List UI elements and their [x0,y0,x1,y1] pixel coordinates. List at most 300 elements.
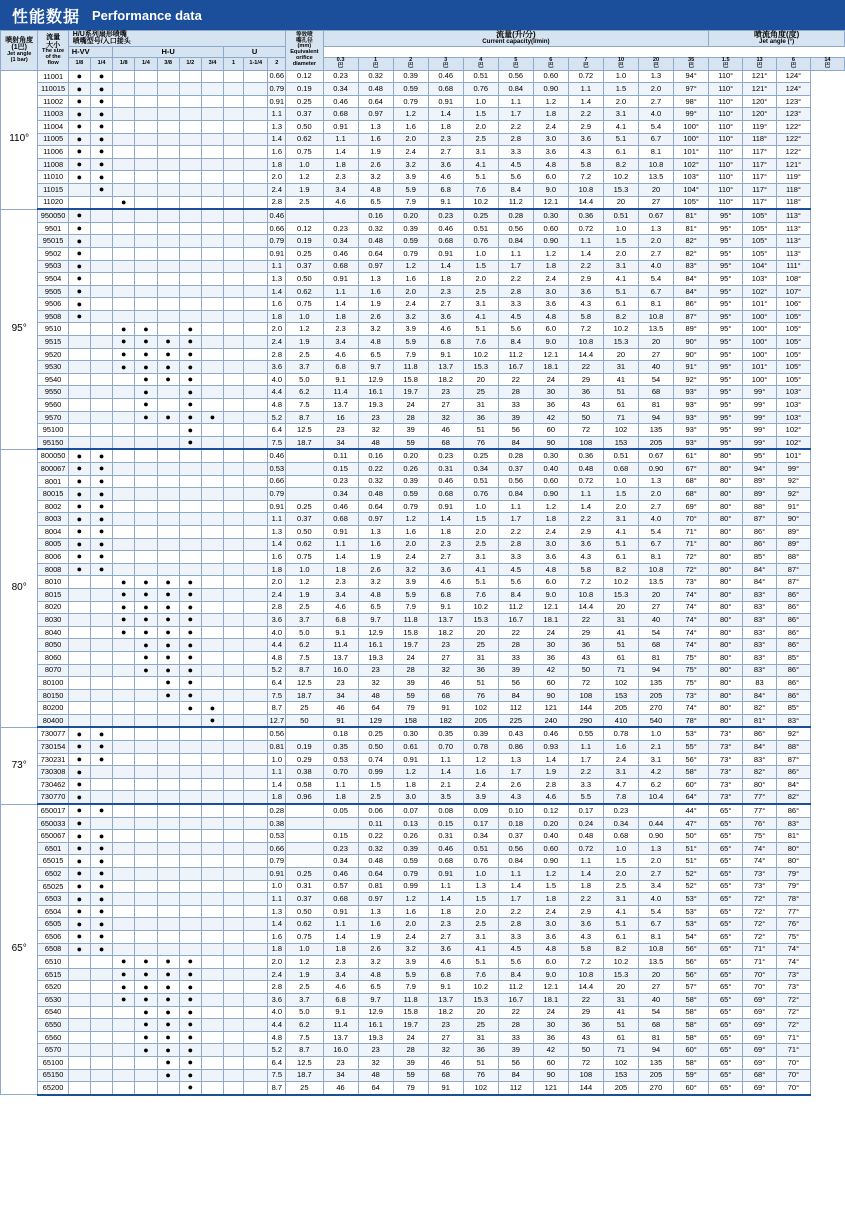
connection-mark-empty [243,741,268,754]
capacity-cell: 48 [358,689,393,702]
capacity-cell: 0.84 [498,235,533,248]
connection-mark-empty [243,488,268,501]
jet-angle-value-cell: 65° [709,943,743,956]
connection-mark-dot: ● [68,70,90,83]
capacity-cell: 1.8 [323,158,358,171]
connection-mark-empty [201,804,223,817]
jet-angle-value-cell: 83° [743,626,777,639]
capacity-cell: 1.0 [286,310,323,323]
jet-angle-value-cell: 86° [777,766,811,779]
jet-angle-value-cell: 74° [674,702,709,715]
connection-mark-dot: ● [157,1019,179,1032]
connection-mark-dot: ● [90,918,112,931]
connection-mark-empty [224,981,244,994]
sub-u-3: 2 [268,57,286,70]
jet-angle-value-cell: 65° [709,830,743,843]
table-row [1,753,845,766]
jet-angle-value-cell: 83° [777,817,811,830]
jet-angle-value-cell: 53° [674,727,709,740]
connection-mark-empty [113,95,135,108]
capacity-cell: 135 [638,1056,673,1069]
capacity-cell: 40 [638,993,673,1006]
capacity-cell: 16.1 [358,386,393,399]
capacity-cell: 7.5 [286,651,323,664]
capacity-cell: 1.3 [638,70,673,83]
jet-angle-value-cell: 81° [777,830,811,843]
connection-mark-empty [113,235,135,248]
table-row [1,766,845,779]
jet-angle-value-cell: 80° [709,449,743,462]
jet-angle-value-cell: 80° [709,463,743,476]
connection-mark-empty [201,285,223,298]
equivalent-orifice-cell: 0.91 [268,868,286,881]
page-header [0,0,845,30]
equivalent-orifice-cell: 1.1 [268,260,286,273]
table-row [1,804,845,817]
jet-angle-value-cell: 65° [709,981,743,994]
connection-mark-empty [135,702,157,715]
nozzle-model-cell: 8060 [38,651,68,664]
connection-mark-empty [224,714,244,727]
capacity-cell: 29 [568,373,603,386]
capacity-cell: 30 [533,386,568,399]
connection-mark-empty [157,70,179,83]
connection-mark-dot: ● [201,714,223,727]
capacity-cell: 6.8 [323,993,358,1006]
capacity-cell: 0.50 [358,741,393,754]
connection-mark-empty [243,804,268,817]
table-head [1,31,845,71]
capacity-cell: 23 [323,1056,358,1069]
table-row [1,830,845,843]
size-en2: of the [45,53,61,60]
capacity-cell: 34 [323,1069,358,1082]
capacity-cell: 0.91 [323,273,358,286]
connection-mark-dot: ● [179,323,201,336]
connection-mark-empty [157,475,179,488]
connection-mark-dot: ● [157,1056,179,1069]
connection-mark-dot: ● [179,399,201,412]
nozzle-model-cell: 8004 [38,525,68,538]
capacity-cell: 13.5 [638,576,673,589]
capacity-cell: 36 [533,1031,568,1044]
nozzle-model-cell: 80150 [38,689,68,702]
connection-mark-empty [224,235,244,248]
capacity-cell: 42 [533,664,568,677]
capacity-cell: 0.91 [323,120,358,133]
capacity-cell: 1.0 [463,868,498,881]
jet-angle-value-cell: 124° [777,83,811,96]
capacity-cell: 8.2 [603,943,638,956]
connection-mark-empty [224,411,244,424]
capacity-cell: 5.6 [498,323,533,336]
capacity-cell: 2.0 [603,500,638,513]
capacity-cell: 1.8 [323,943,358,956]
connection-mark-empty [243,70,268,83]
capacity-cell: 205 [463,714,498,727]
connection-mark-dot: ● [135,614,157,627]
capacity-cell: 27 [428,1031,463,1044]
capacity-cell: 4.1 [463,943,498,956]
equivalent-orifice-cell: 0.91 [268,95,286,108]
capacity-cell: 5.8 [568,563,603,576]
capacity-cell: 5.0 [286,626,323,639]
capacity-cell: 182 [428,714,463,727]
connection-mark-dot: ● [68,830,90,843]
connection-mark-empty [201,373,223,386]
connection-mark-dot: ● [68,285,90,298]
capacity-cell: 2.0 [603,247,638,260]
connection-mark-empty [179,551,201,564]
capacity-cell: 10.8 [638,563,673,576]
capacity-cell: 4.8 [358,336,393,349]
connection-mark-empty [113,1044,135,1057]
connection-mark-empty [113,310,135,323]
jet-angle-value-cell: 100° [743,373,777,386]
capacity-cell: 1.7 [498,513,533,526]
capacity-cell: 46 [323,1082,358,1095]
capacity-cell: 11.2 [498,196,533,209]
capacity-cell: 28 [498,1019,533,1032]
connection-mark-dot: ● [68,171,90,184]
capacity-cell: 51 [603,1019,638,1032]
connection-mark-empty [90,588,112,601]
jet-angle-value-cell: 95° [709,348,743,361]
capacity-cell: 2.4 [463,778,498,791]
connection-mark-empty [179,905,201,918]
jet-angle-value-cell: 74° [674,614,709,627]
capacity-cell: 0.23 [603,804,638,817]
connection-mark-empty [224,893,244,906]
nozzle-model-cell: 6502 [38,868,68,881]
connection-mark-empty [113,563,135,576]
connection-mark-empty [179,222,201,235]
connection-mark-dot: ● [90,727,112,740]
capacity-cell: 19.7 [393,639,428,652]
connection-mark-empty [201,475,223,488]
capacity-cell: 6.1 [603,551,638,564]
capacity-cell: 7.5 [286,399,323,412]
connection-mark-empty [224,525,244,538]
connection-mark-dot: ● [135,1019,157,1032]
jet-angle-value-cell: 95° [709,399,743,412]
connection-mark-empty [201,171,223,184]
connection-mark-empty [224,196,244,209]
connection-mark-empty [135,235,157,248]
equivalent-orifice-cell: 2.4 [268,336,286,349]
equivalent-orifice-cell: 1.4 [268,918,286,931]
capacity-cell: 0.28 [498,209,533,222]
capacity-cell: 0.18 [323,727,358,740]
capacity-cell: 2.0 [638,855,673,868]
jet-angle-value-cell: 65° [709,880,743,893]
connection-mark-empty [224,488,244,501]
jet-angle-value-cell: 69° [674,500,709,513]
capacity-cell: 153 [603,436,638,449]
table-row [1,741,845,754]
connection-mark-empty [68,981,90,994]
capacity-cell: 0.25 [286,247,323,260]
connection-mark-empty [90,778,112,791]
capacity-cell: 91 [428,1082,463,1095]
table-row [1,513,845,526]
capacity-cell: 27 [638,196,673,209]
jet-angle-value-cell: 80° [709,488,743,501]
connection-mark-dot: ● [135,336,157,349]
capacity-cell: 68 [638,386,673,399]
connection-mark-empty [90,817,112,830]
capacity-cell: 36 [463,1044,498,1057]
capacity-cell: 20 [463,373,498,386]
jet-angle-cn2: (1巴) [11,44,27,52]
capacity-cell: 2.2 [568,766,603,779]
capacity-cell: 2.9 [568,273,603,286]
connection-mark-dot: ● [135,576,157,589]
jet-angle-value-cell: 118° [777,196,811,209]
equivalent-orifice-cell: 4.8 [268,651,286,664]
jet-angle-value-cell: 73° [674,689,709,702]
capacity-cell: 2.6 [358,310,393,323]
connection-mark-empty [179,196,201,209]
connection-mark-empty [113,373,135,386]
connection-mark-empty [68,323,90,336]
capacity-cell: 11.8 [393,614,428,627]
connection-mark-empty [157,500,179,513]
connection-mark-empty [68,664,90,677]
connection-mark-empty [135,880,157,893]
capacity-cell: 3.5 [428,791,463,804]
capacity-cell: 28 [393,411,428,424]
capacity-cell: 33 [498,651,533,664]
connection-mark-empty [179,209,201,222]
equivalent-orifice-cell: 3.6 [268,614,286,627]
capacity-cell: 1.6 [358,538,393,551]
connection-mark-empty [157,83,179,96]
connection-mark-empty [243,424,268,437]
connection-mark-empty [113,1056,135,1069]
connection-mark-empty [113,702,135,715]
connection-mark-empty [179,513,201,526]
nozzle-model-cell: 65150 [38,1069,68,1082]
jet-angle-value-cell: 81° [674,222,709,235]
capacity-cell: 9.0 [533,588,568,601]
jet-angle-value-cell: 71° [743,956,777,969]
nozzle-model-cell: 9520 [38,348,68,361]
capacity-cell: 1.5 [358,778,393,791]
connection-mark-empty [243,753,268,766]
capacity-cell: 5.1 [603,918,638,931]
capacity-cell: 2.6 [498,778,533,791]
jet-angle-value-cell: 95° [709,424,743,437]
capacity-cell: 15.3 [463,993,498,1006]
equivalent-orifice-cell: 2.8 [268,348,286,361]
connection-mark-empty [179,310,201,323]
nozzle-model-cell: 8008 [38,563,68,576]
connection-mark-dot: ● [201,411,223,424]
capacity-cell: 31 [463,651,498,664]
capacity-cell: 0.64 [358,247,393,260]
jet-angle-value-cell: 108° [777,273,811,286]
capacity-cell: 18.1 [533,361,568,374]
jet-angle-value-cell: 90° [777,513,811,526]
capacity-cell: 18.7 [286,1069,323,1082]
capacity-cell: 1.4 [533,753,568,766]
jet-angle-value-cell: 99° [743,436,777,449]
connection-mark-empty [68,588,90,601]
connection-mark-dot: ● [135,373,157,386]
connection-mark-dot: ● [179,956,201,969]
connection-mark-empty [90,1082,112,1095]
capacity-cell: 36 [568,386,603,399]
capacity-cell: 22 [498,1006,533,1019]
nozzle-model-cell: 9505 [38,285,68,298]
jet-angle-value-cell: 73° [709,791,743,804]
capacity-cell: 9.0 [533,183,568,196]
connection-mark-empty [224,551,244,564]
capacity-cell: 76 [463,689,498,702]
capacity-cell: 36 [463,411,498,424]
connection-mark-empty [201,993,223,1006]
capacity-cell: 0.68 [428,83,463,96]
connection-mark-empty [224,766,244,779]
connection-mark-dot: ● [113,626,135,639]
capacity-cell: 0.48 [358,488,393,501]
connection-mark-dot: ● [68,488,90,501]
capacity-cell: 2.2 [498,120,533,133]
jet-angle-value-cell: 71° [674,538,709,551]
jet-angle-value-cell: 93° [674,399,709,412]
capacity-cell: 43 [568,1031,603,1044]
jet-angle-value-cell: 105° [777,373,811,386]
capacity-cell: 1.5 [463,260,498,273]
connection-mark-empty [135,677,157,690]
connection-mark-empty [113,386,135,399]
jet-angle-value-cell: 105° [777,336,811,349]
sub-u-2: 1-1/4 [243,57,268,70]
connection-mark-dot: ● [135,981,157,994]
connection-mark-empty [135,133,157,146]
connection-mark-empty [157,918,179,931]
capacity-cell: 0.39 [393,222,428,235]
nozzle-model-cell: 80015 [38,488,68,501]
table-row [1,361,845,374]
capacity-cell: 4.6 [323,981,358,994]
capacity-cell: 90 [533,689,568,702]
capacity-cell: 1.1 [323,778,358,791]
connection-mark-dot: ● [68,209,90,222]
jet-angle-value-cell: 87° [743,513,777,526]
capacity-cell: 1.4 [568,247,603,260]
jet-angle-value-cell: 65° [709,1082,743,1095]
capacity-cell [286,804,323,817]
connection-mark-empty [224,817,244,830]
table-row [1,993,845,1006]
connection-mark-empty [90,651,112,664]
equivalent-orifice-cell: 4.0 [268,373,286,386]
jet-angle-value-cell: 70° [743,968,777,981]
capacity-cell: 32 [358,1056,393,1069]
capacity-cell: 1.2 [463,753,498,766]
connection-mark-empty [243,348,268,361]
connection-mark-empty [224,449,244,462]
capacity-cell: 1.8 [393,778,428,791]
connection-mark-empty [243,702,268,715]
nozzle-model-cell: 11001 [38,70,68,83]
connection-mark-empty [157,842,179,855]
connection-mark-empty [224,727,244,740]
capacity-cell: 18.1 [533,993,568,1006]
jet-angle-value-cell: 65° [709,930,743,943]
connection-mark-empty [157,146,179,159]
jet-angle-value-cell: 105° [743,235,777,248]
connection-mark-dot: ● [157,373,179,386]
capacity-cell: 4.1 [603,273,638,286]
capacity-cell: 1.3 [358,120,393,133]
connection-mark-dot: ● [68,95,90,108]
connection-mark-empty [113,183,135,196]
table-row [1,222,845,235]
capacity-cell: 1.0 [603,475,638,488]
capacity-en: Current capacity(l/min) [482,38,550,46]
connection-mark-empty [201,614,223,627]
capacity-cell: 14.4 [568,348,603,361]
capacity-cell: 10.2 [603,171,638,184]
capacity-cell: 10.2 [603,576,638,589]
capacity-cell: 3.0 [533,538,568,551]
connection-mark-empty [68,336,90,349]
connection-mark-dot: ● [113,956,135,969]
jet-angle-value-cell: 80° [709,601,743,614]
connection-mark-empty [113,70,135,83]
capacity-cell: 2.7 [638,247,673,260]
capacity-cell: 16.7 [498,614,533,627]
jet-angle-value-cell: 60° [674,1044,709,1057]
jet-angle-value-cell: 64° [674,791,709,804]
connection-mark-empty [224,677,244,690]
jet-angle-value-cell: 58° [674,766,709,779]
jet-angle-value-cell: 76° [777,918,811,931]
connection-mark-empty [113,500,135,513]
connection-mark-empty [201,83,223,96]
jet-angle-value-cell: 93° [674,386,709,399]
connection-mark-empty [224,943,244,956]
jet-angle-value-cell: 99° [777,463,811,476]
capacity-cell: 4.1 [603,525,638,538]
table-row [1,626,845,639]
jet-angle-value-cell: 80° [709,588,743,601]
capacity-cell: 3.3 [498,146,533,159]
connection-mark-dot: ● [135,1031,157,1044]
connection-mark-dot: ● [90,538,112,551]
connection-mark-dot: ● [179,639,201,652]
capacity-cell: 3.7 [286,614,323,627]
capacity-cell: 3.7 [286,993,323,1006]
jet-angle-value-cell: 80° [709,639,743,652]
connection-mark-empty [157,513,179,526]
table-row [1,386,845,399]
connection-mark-empty [201,436,223,449]
connection-mark-dot: ● [68,778,90,791]
nozzle-model-cell: 6503 [38,893,68,906]
capacity-cell: 5.1 [463,576,498,589]
pressure-8: 7 巴 [568,57,603,70]
connection-mark-empty [201,1069,223,1082]
connection-mark-empty [224,753,244,766]
connection-mark-empty [201,830,223,843]
connection-mark-empty [179,538,201,551]
connection-mark-empty [179,943,201,956]
connection-mark-empty [135,146,157,159]
